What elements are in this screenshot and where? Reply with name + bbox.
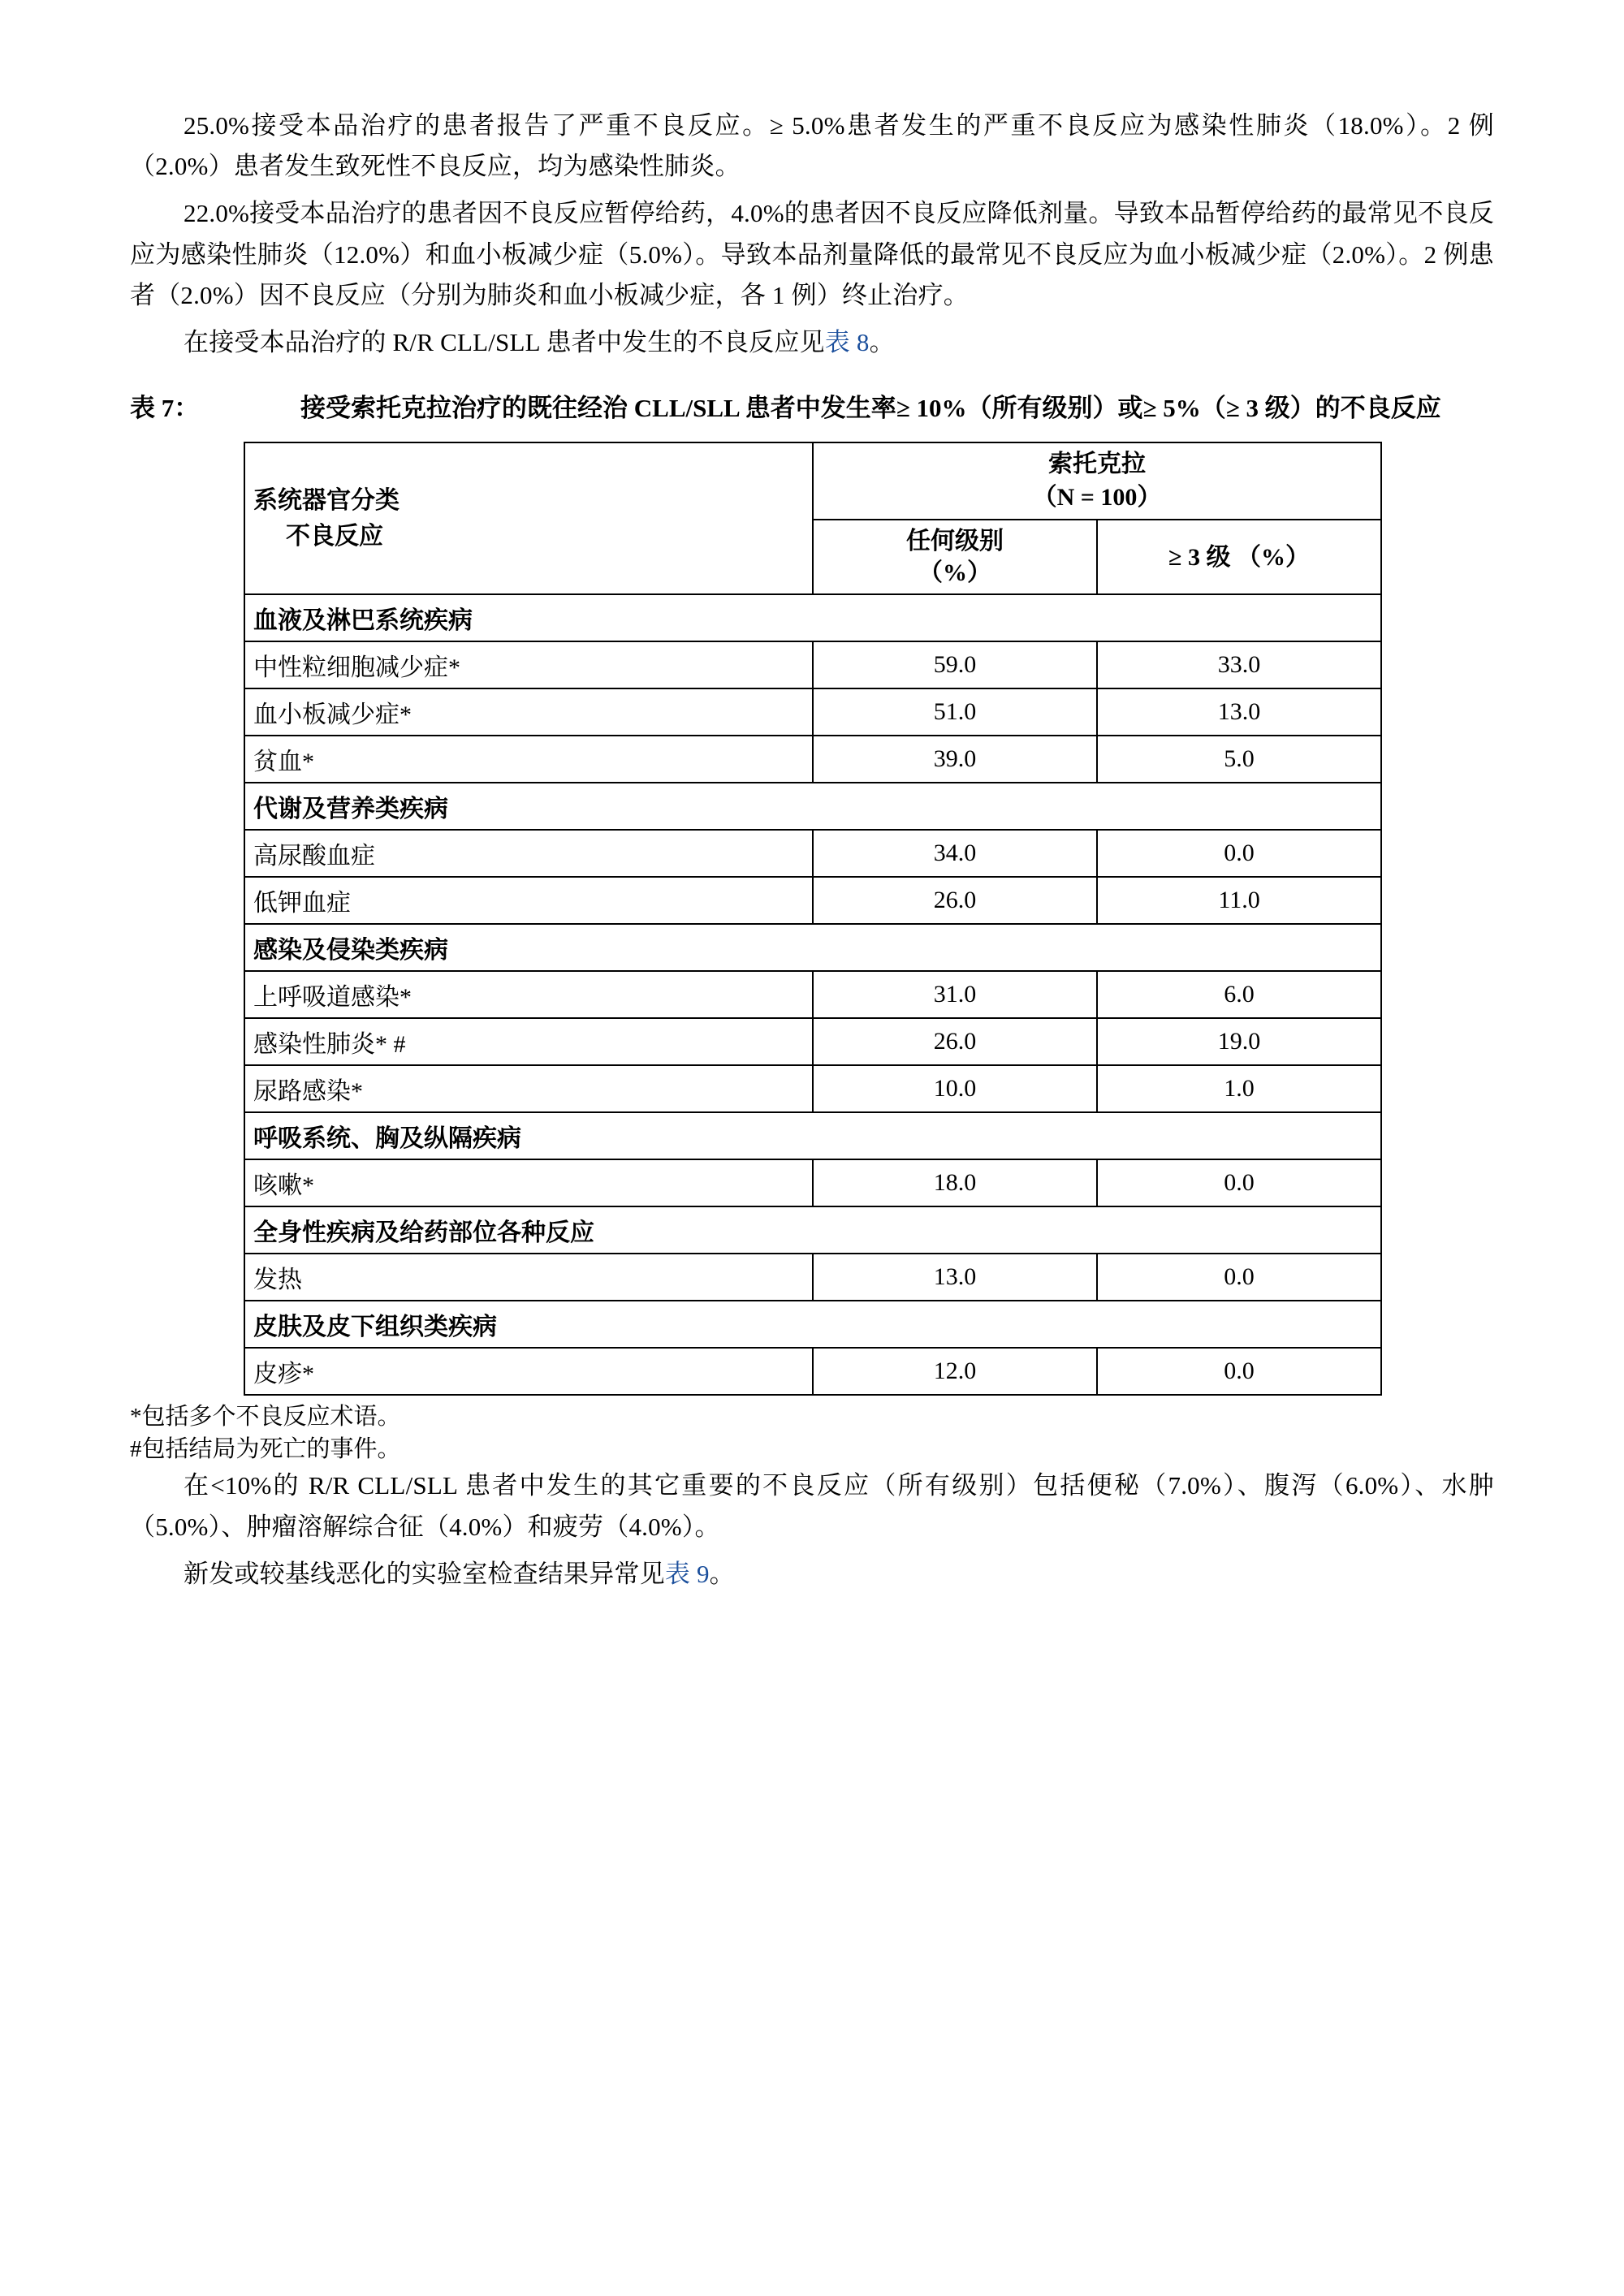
term-label: 发热 [244, 1254, 813, 1301]
value-grade3: 11.0 [1097, 877, 1381, 924]
term-label: 尿路感染* [244, 1065, 813, 1112]
header-any-grade [813, 520, 1097, 594]
table-header-row-1 [244, 442, 1381, 520]
term-label: 感染性肺炎* # [244, 1018, 813, 1065]
paragraph-reference-table8 [130, 322, 1494, 363]
paragraph-serious-ae: 25.0%接受本品治疗的患者报告了严重不良反应。≥ 5.0%患者发生的严重不良反应为感染性肺炎（18.0%）。2 例（2.0%）患者发生致死性不良反应，均为感染性肺炎。 [130, 111, 1494, 181]
table-row [244, 1112, 1381, 1159]
term-label: 贫血* [244, 736, 813, 783]
value-any-grade: 34.0 [813, 830, 1097, 877]
value-grade3: 13.0 [1097, 688, 1381, 736]
table-row [244, 1065, 1381, 1112]
table-caption-label: 表 7： [130, 394, 200, 423]
header-grade3: ≥ 3 级 （%） [1097, 520, 1381, 594]
header-soc-line2: 不良反应 [286, 522, 383, 550]
value-grade3: 19.0 [1097, 1018, 1381, 1065]
table-row [244, 783, 1381, 830]
value-grade3: 6.0 [1097, 971, 1381, 1018]
ref2-before: 新发或较基线恶化的实验室检查结果异常见 [184, 1559, 665, 1588]
header-drug-n: （N = 100） [1032, 483, 1162, 511]
header-any-grade-line2: （%） [918, 559, 991, 587]
table-row [244, 1254, 1381, 1301]
term-label: 高尿酸血症 [244, 830, 813, 877]
table-row [244, 1159, 1381, 1206]
table-row [244, 736, 1381, 783]
table-row [244, 924, 1381, 971]
value-grade3: 33.0 [1097, 641, 1381, 688]
value-grade3: 0.0 [1097, 1254, 1381, 1301]
term-label: 上呼吸道感染* [244, 971, 813, 1018]
value-grade3: 0.0 [1097, 830, 1381, 877]
adverse-reactions-table [244, 442, 1382, 1396]
soc-label: 皮肤及皮下组织类疾病 [244, 1301, 1381, 1348]
term-label: 中性粒细胞减少症* [244, 641, 813, 688]
ref1-after: 。 [869, 328, 895, 357]
value-any-grade: 10.0 [813, 1065, 1097, 1112]
value-any-grade: 51.0 [813, 688, 1097, 736]
paragraph-reference-table9 [130, 1554, 1494, 1595]
table-row [244, 1348, 1381, 1395]
value-any-grade: 12.0 [813, 1348, 1097, 1395]
term-label: 皮疹* [244, 1348, 813, 1395]
table-row [244, 971, 1381, 1018]
table-row [244, 1018, 1381, 1065]
soc-label: 代谢及营养类疾病 [244, 783, 1381, 830]
table-row [244, 877, 1381, 924]
paragraph-dose-modification: 22.0%接受本品治疗的患者因不良反应暂停给药，4.0%的患者因不良反应降低剂量。导致本品暂停给药的最常见不良反应为感染性肺炎（12.0%）和血小板减少症（5.0%）。导致本品剂量降低的最常见不良反应为血小板减少症（2.0%）。2 例患者（2.0%）因不良反应（分别为肺炎和血小板减少症，各 1 例）终止治疗。 [130, 199, 1494, 309]
header-drug-name: 索托克拉 [1048, 451, 1146, 478]
soc-label: 全身性疾病及给药部位各种反应 [244, 1206, 1381, 1254]
value-any-grade: 18.0 [813, 1159, 1097, 1206]
table-row [244, 688, 1381, 736]
paragraph-other-reactions: 在<10%的 R/R CLL/SLL 患者中发生的其它重要的不良反应（所有级别）包括便秘（7.0%）、腹泻（6.0%）、水肿（5.0%）、肿瘤溶解综合征（4.0%）和疲劳（4.0%）。 [130, 1471, 1494, 1541]
value-any-grade: 13.0 [813, 1254, 1097, 1301]
table-row [244, 1301, 1381, 1348]
header-soc-line1: 系统器官分类 [253, 487, 400, 515]
footnote-asterisk: *包括多个不良反应术语。 [130, 1404, 401, 1431]
ref1-before: 在接受本品治疗的 R/R CLL/SLL 患者中发生的不良反应见 [184, 328, 825, 357]
header-soc-cell [244, 442, 813, 594]
value-grade3: 5.0 [1097, 736, 1381, 783]
footnote-hash: #包括结局为死亡的事件。 [130, 1436, 401, 1463]
term-label: 血小板减少症* [244, 688, 813, 736]
ref2-after: 。 [709, 1559, 735, 1588]
link-table-9[interactable]: 表 9 [664, 1559, 710, 1588]
link-table-8[interactable]: 表 8 [824, 328, 870, 357]
value-any-grade: 31.0 [813, 971, 1097, 1018]
value-grade3: 1.0 [1097, 1065, 1381, 1112]
table-footnotes [130, 1400, 1494, 1465]
value-any-grade: 26.0 [813, 877, 1097, 924]
table-row [244, 1206, 1381, 1254]
value-any-grade: 39.0 [813, 736, 1097, 783]
header-drug-cell [813, 442, 1381, 520]
soc-label: 血液及淋巴系统疾病 [244, 594, 1381, 641]
table-row [244, 641, 1381, 688]
table-caption-text: 接受索托克拉治疗的既往经治 CLL/SLL 患者中发生率≥ 10%（所有级别）或≥ 5%（≥ 3 级）的不良反应 [300, 394, 1441, 423]
value-grade3: 0.0 [1097, 1159, 1381, 1206]
value-any-grade: 26.0 [813, 1018, 1097, 1065]
soc-label: 感染及侵染类疾病 [244, 924, 1381, 971]
table-row [244, 830, 1381, 877]
soc-label: 呼吸系统、胸及纵隔疾病 [244, 1112, 1381, 1159]
table-row [244, 594, 1381, 641]
header-any-grade-line1: 任何级别 [906, 528, 1004, 555]
value-any-grade: 59.0 [813, 641, 1097, 688]
table-caption [130, 391, 1494, 427]
term-label: 低钾血症 [244, 877, 813, 924]
term-label: 咳嗽* [244, 1159, 813, 1206]
value-grade3: 0.0 [1097, 1348, 1381, 1395]
